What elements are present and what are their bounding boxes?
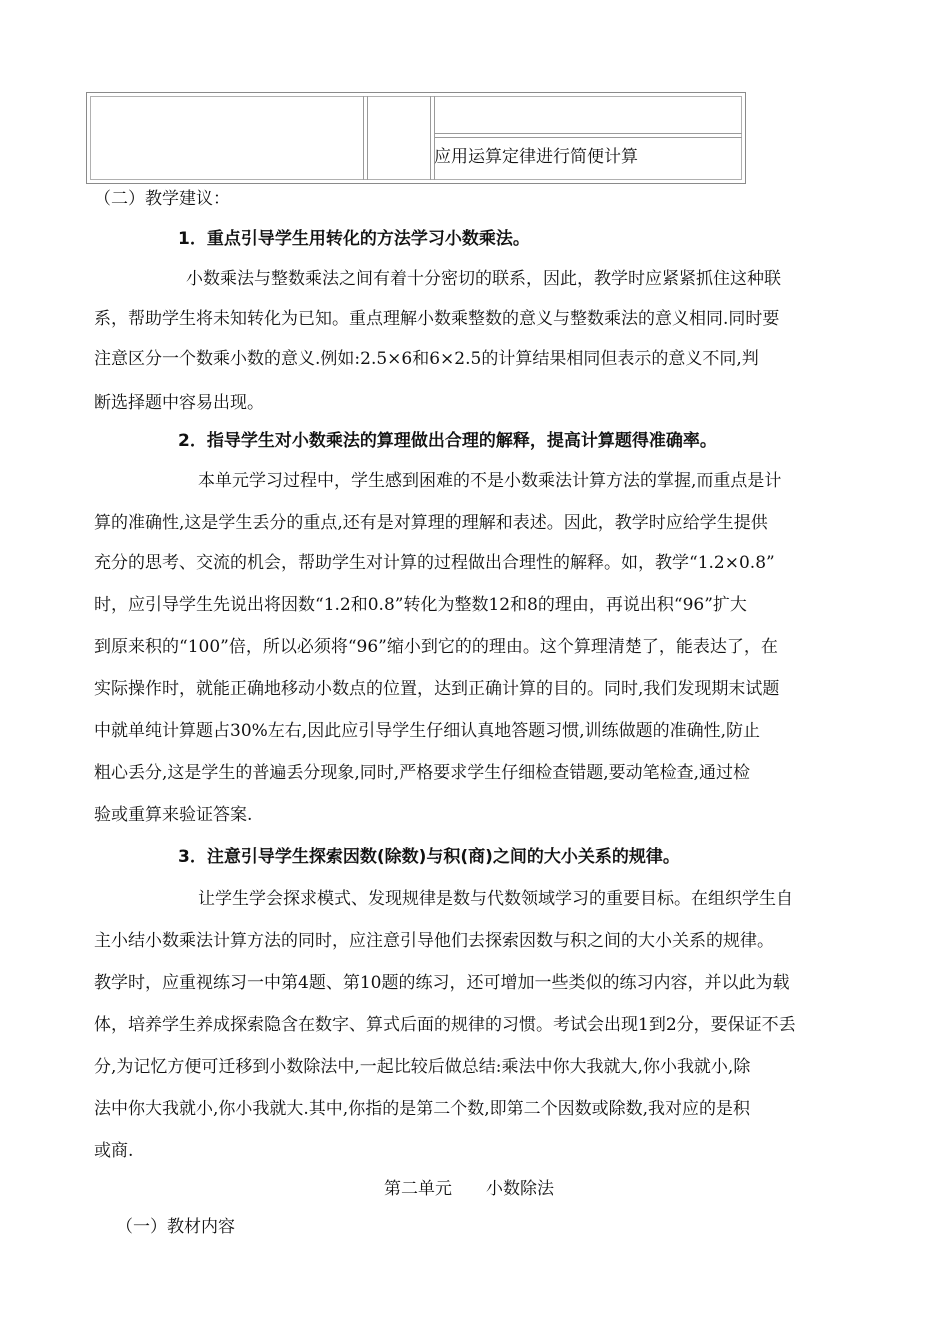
content-table	[86, 92, 746, 184]
table-cell-text: 应用运算定律进行简便计算	[434, 147, 638, 167]
point-title: 1．重点引导学生用转化的方法学习小数乘法。	[178, 229, 530, 249]
paragraph-line: 小数乘法与整数乘法之间有着十分密切的联系，因此，教学时应紧紧抓住这种联	[186, 269, 781, 289]
paragraph-line: 到原来积的“100”倍，所以必须将“96”缩小到它的的理由。这个算理清楚了，能表达了，在	[94, 637, 778, 657]
paragraph-line: 验或重算来验证答案.	[94, 805, 253, 825]
paragraph-line: 注意区分一个数乘小数的意义.例如:2.5×6和6×2.5的计算结果相同但表示的意义不同,判	[94, 349, 759, 369]
table-row-divider	[434, 137, 742, 138]
paragraph-line: 时，应引导学生先说出将因数“1.2和0.8”转化为整数12和8的理由，再说出积“96”扩大	[94, 595, 747, 615]
paragraph-line: 实际操作时，就能正确地移动小数点的位置，达到正确计算的目的。同时,我们发现期末试题	[94, 679, 780, 699]
paragraph-line: 分,为记忆方便可迁移到小数除法中,一起比较后做总结:乘法中你大我就大,你小我就小,除	[94, 1057, 751, 1077]
paragraph-line: 让学生学会探求模式、发现规律是数与代数领域学习的重要目标。在组织学生自	[198, 889, 793, 909]
table-inner-border	[90, 96, 742, 180]
paragraph-line: 系，帮助学生将未知转化为已知。重点理解小数乘整数的意义与整数乘法的意义相同.同时要	[94, 309, 780, 329]
table-row-divider	[434, 133, 742, 134]
table-column-divider	[363, 96, 364, 180]
paragraph-line: 中就单纯计算题占30%左右,因此应引导学生仔细认真地答题习惯,训练做题的准确性,防止	[94, 721, 760, 741]
section-heading: （二）教学建议：	[94, 189, 230, 209]
paragraph-line: 教学时，应重视练习一中第4题、第10题的练习，还可增加一些类似的练习内容，并以此为载	[94, 973, 790, 993]
point-title: 3．注意引导学生探索因数(除数)与积(商)之间的大小关系的规律。	[178, 847, 680, 867]
table-column-divider	[367, 96, 368, 180]
sub-heading: （一）教材内容	[116, 1217, 235, 1237]
paragraph-line: 断选择题中容易出现。	[94, 393, 264, 413]
paragraph-line: 体，培养学生养成探索隐含在数字、算式后面的规律的习惯。考试会出现1到2分，要保证不丢	[94, 1015, 796, 1035]
paragraph-line: 算的准确性,这是学生丢分的重点,还有是对算理的理解和表述。因此，教学时应给学生提供	[94, 513, 768, 533]
point-title: 2．指导学生对小数乘法的算理做出合理的解释，提高计算题得准确率。	[178, 431, 717, 451]
paragraph-line: 本单元学习过程中，学生感到困难的不是小数乘法计算方法的掌握,而重点是计	[198, 471, 782, 491]
paragraph-line: 充分的思考、交流的机会，帮助学生对计算的过程做出合理性的解释。如，教学“1.2×0.8”	[94, 553, 775, 573]
paragraph-line: 粗心丢分,这是学生的普遍丢分现象,同时,严格要求学生仔细检查错题,要动笔检查,通过检	[94, 763, 751, 783]
table-column-divider	[430, 96, 431, 180]
paragraph-line: 法中你大我就小,你小我就大.其中,你指的是第二个数,即第二个因数或除数,我对应的是积	[94, 1099, 751, 1119]
paragraph-line: 主小结小数乘法计算方法的同时，应注意引导他们去探索因数与积之间的大小关系的规律。	[94, 931, 774, 951]
unit-title: 第二单元 小数除法	[384, 1179, 554, 1199]
paragraph-line: 或商.	[94, 1141, 134, 1161]
